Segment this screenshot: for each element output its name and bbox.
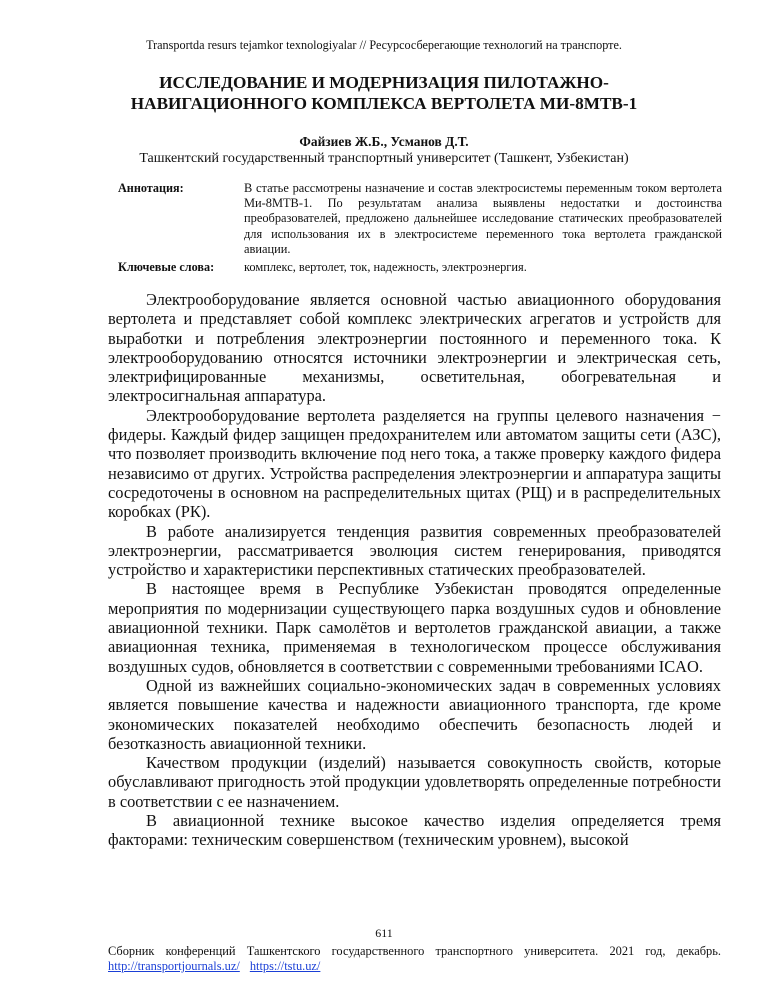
paragraph: Качеством продукции (изделий) называется совокупность свойств, которые обуславливают пригодность этой продукции удовлетворять определенные потребности в соответствии с ее назначением.: [108, 753, 721, 811]
footer-text: Сборник конференций Ташкентского государственного транспортного университета. 2021 год, декабрь.: [108, 944, 721, 958]
running-head: Transportda resurs tejamkor texnologiyalar // Ресурсосберегающие технологий на транспорте.: [146, 38, 622, 52]
article-title: [80, 72, 688, 114]
keywords-label: Ключевые слова:: [118, 260, 215, 274]
title-line-2: НАВИГАЦИОННОГО КОМПЛЕКСА ВЕРТОЛЕТА МИ-8МТВ-1: [130, 94, 638, 113]
paragraph: Одной из важнейших социально-экономических задач в современных условиях является повышение качества и надежности авиационного транспорта, где кроме экономических показателей необходимо обеспечить безопасность людей и безотказность авиационной техники.: [108, 675, 721, 753]
keywords-text: комплекс, вертолет, ток, надежность, электроэнергия.: [244, 260, 527, 274]
page-number: 611: [375, 926, 393, 940]
paragraph: В настоящее время в Республике Узбекистан проводятся определенные мероприятия по модернизации существующего парка воздушных судов и обновление авиационной техники. Парк самолётов и вертолетов гражданской авиации, а также авиационная техника, применяемая в технологическом процессе обслуживания воздушных судов, обновляется в соответствии с современными требованиями ICAO.: [108, 579, 721, 676]
title-line-1: ИССЛЕДОВАНИЕ И МОДЕРНИЗАЦИЯ ПИЛОТАЖНО-: [159, 73, 609, 92]
paragraph: В работе анализируется тенденция развития современных преобразователей электроэнергии, рассматривается эволюция систем генерирования, приводятся устройство и характеристики перспективных статических преобразователей.: [108, 521, 721, 580]
abstract-label: Аннотация:: [118, 181, 184, 195]
page-footer: [108, 944, 721, 974]
paragraph: Электрооборудование вертолета разделяется на группы целевого назначения − фидеры. Каждый фидер защищен предохранителем или автоматом защиты сети (АЗС), что позволяет производить включение под него тока, а также проверку каждого фидера независимо от других. Устройства распределения электроэнергии и аппаратура защиты сосредоточены в основном на распределительных щитах (РЩ) и в распределительных коробках (РК).: [108, 405, 721, 522]
journal-link[interactable]: http://transportjournals.uz/: [108, 959, 240, 973]
article-body: [108, 290, 721, 850]
authors: Файзиев Ж.Б., Усманов Д.Т.: [299, 134, 469, 149]
university-link[interactable]: https://tstu.uz/: [249, 959, 321, 973]
abstract-text: В статье рассмотрены назначение и состав электросистемы переменным током вертолета Ми-8МТВ-1. По результатам анализа выявлены недостатки и достоинства преобразователей, предложено дальнейшее исследование статических преобразователей для использования их в электросистеме переменного тока вертолета гражданской авиации.: [244, 181, 722, 256]
affiliation: Ташкентский государственный транспортный университет (Ташкент, Узбекистан): [139, 151, 629, 166]
paragraph: В авиационной технике высокое качество изделия определяется тремя факторами: техническим совершенством (техническим уровнем), высокой: [108, 811, 721, 850]
paragraph: Электрооборудование является основной частью авиационного оборудования вертолета и представляет собой комплекс электрических агрегатов и устройств для выработки и потребления электроэнергии постоянного и переменного тока. К электрооборудованию относятся источники электроэнергии и электрическая сеть, электрифицированные механизмы, осветительная, обогревательная и электросигнальная аппаратура.: [108, 290, 721, 406]
